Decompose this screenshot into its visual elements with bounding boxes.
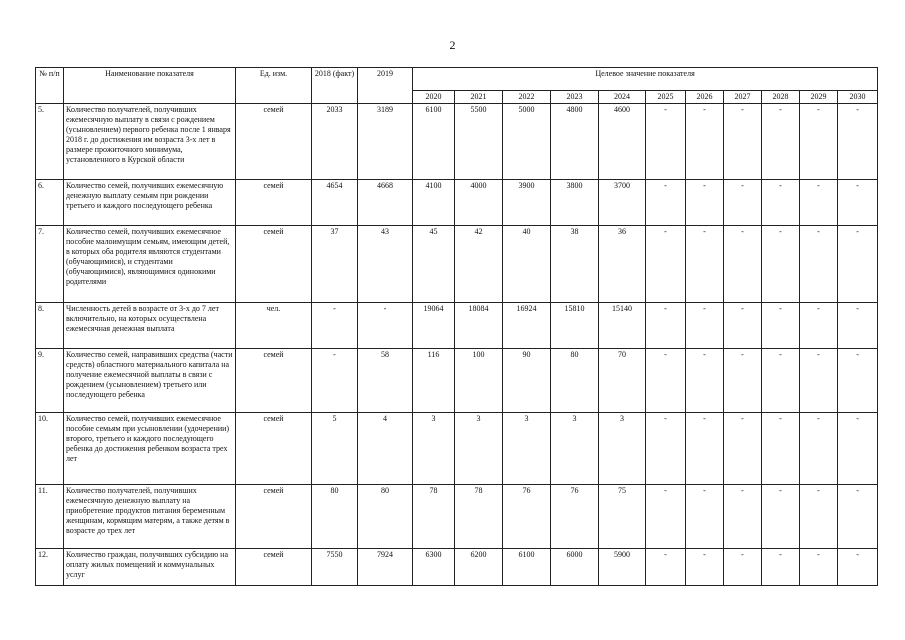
target-value: 5900 — [599, 549, 646, 586]
target-value: 18084 — [455, 303, 503, 349]
target-value: - — [838, 303, 878, 349]
table-row — [36, 485, 878, 549]
target-value: - — [724, 413, 762, 485]
target-value: - — [686, 104, 724, 180]
target-value: 5000 — [503, 104, 551, 180]
header-year-2028: 2028 — [762, 91, 800, 104]
target-value: - — [838, 226, 878, 303]
table-row — [36, 180, 878, 226]
value-2018: 5 — [312, 413, 358, 485]
target-value: 90 — [503, 349, 551, 413]
target-value: 16924 — [503, 303, 551, 349]
table-row — [36, 104, 878, 180]
indicator-name: Количество семей, получивших ежемесячную денежную выплату семьям при рождении третьего и каждого последующего ребенка — [64, 180, 236, 226]
header-2019: 2019 — [358, 68, 413, 104]
table-row — [36, 413, 878, 485]
target-value: 76 — [551, 485, 599, 549]
target-value: 3900 — [503, 180, 551, 226]
target-value: 45 — [413, 226, 455, 303]
target-value: - — [800, 104, 838, 180]
target-value: - — [686, 485, 724, 549]
header-year-2030: 2030 — [838, 91, 878, 104]
target-value: - — [646, 180, 686, 226]
value-2019: 4668 — [358, 180, 413, 226]
target-value: 75 — [599, 485, 646, 549]
target-value: - — [646, 413, 686, 485]
target-value: 6100 — [413, 104, 455, 180]
target-value: 3 — [551, 413, 599, 485]
target-value: - — [724, 303, 762, 349]
target-value: - — [686, 413, 724, 485]
row-number: 11. — [36, 485, 64, 549]
target-value: - — [838, 349, 878, 413]
row-number: 8. — [36, 303, 64, 349]
indicators-table — [35, 67, 878, 586]
target-value: - — [762, 485, 800, 549]
target-value: - — [762, 303, 800, 349]
target-value: - — [800, 413, 838, 485]
header-year-2027: 2027 — [724, 91, 762, 104]
target-value: 76 — [503, 485, 551, 549]
indicator-name: Количество граждан, получивших субсидию на оплату жилых помещений и коммунальных услуг — [64, 549, 236, 586]
target-value: 5500 — [455, 104, 503, 180]
target-value: - — [646, 226, 686, 303]
header-year-2026: 2026 — [686, 91, 724, 104]
target-value: 3700 — [599, 180, 646, 226]
table-row — [36, 549, 878, 586]
target-value: - — [838, 413, 878, 485]
unit-cell: семей — [236, 549, 312, 586]
value-2018: 80 — [312, 485, 358, 549]
target-value: - — [724, 226, 762, 303]
target-value: - — [800, 180, 838, 226]
header-year-2025: 2025 — [646, 91, 686, 104]
target-value: - — [762, 226, 800, 303]
target-value: 36 — [599, 226, 646, 303]
target-value: 6000 — [551, 549, 599, 586]
target-value: 3 — [413, 413, 455, 485]
header-year-2020: 2020 — [413, 91, 455, 104]
target-value: 6200 — [455, 549, 503, 586]
value-2019: 4 — [358, 413, 413, 485]
target-value: - — [800, 226, 838, 303]
value-2018: 7550 — [312, 549, 358, 586]
target-value: - — [762, 180, 800, 226]
unit-cell: чел. — [236, 303, 312, 349]
header-2018: 2018 (факт) — [312, 68, 358, 104]
unit-cell: семей — [236, 104, 312, 180]
target-value: - — [646, 549, 686, 586]
value-2019: - — [358, 303, 413, 349]
target-value: - — [686, 549, 724, 586]
target-value: 42 — [455, 226, 503, 303]
header-unit: Ед. изм. — [236, 68, 312, 104]
header-year-2022: 2022 — [503, 91, 551, 104]
target-value: - — [686, 180, 724, 226]
value-2019: 7924 — [358, 549, 413, 586]
target-value: - — [686, 226, 724, 303]
target-value: 38 — [551, 226, 599, 303]
target-value: - — [838, 104, 878, 180]
target-value: 78 — [455, 485, 503, 549]
row-number: 5. — [36, 104, 64, 180]
unit-cell: семей — [236, 413, 312, 485]
table-row — [36, 349, 878, 413]
target-value: 100 — [455, 349, 503, 413]
target-value: 15140 — [599, 303, 646, 349]
value-2018: 2033 — [312, 104, 358, 180]
page-number: 2 — [449, 38, 456, 52]
target-value: 116 — [413, 349, 455, 413]
header-year-2024: 2024 — [599, 91, 646, 104]
target-value: 3 — [455, 413, 503, 485]
target-value: - — [838, 549, 878, 586]
target-value: 3 — [503, 413, 551, 485]
target-value: - — [800, 349, 838, 413]
row-number: 9. — [36, 349, 64, 413]
target-value: 40 — [503, 226, 551, 303]
target-value: 19064 — [413, 303, 455, 349]
value-2018: 37 — [312, 226, 358, 303]
target-value: - — [838, 485, 878, 549]
target-value: 6100 — [503, 549, 551, 586]
unit-cell: семей — [236, 349, 312, 413]
target-value: - — [724, 104, 762, 180]
value-2018: - — [312, 349, 358, 413]
row-number: 10. — [36, 413, 64, 485]
unit-cell: семей — [236, 485, 312, 549]
target-value: 80 — [551, 349, 599, 413]
target-value: - — [724, 549, 762, 586]
indicator-name: Количество семей, направивших средства (части средств) областного материального капитала на получение ежемесячной выплаты в связи с рождением (усыновлением) третьего или последующего ребенка — [64, 349, 236, 413]
target-value: - — [800, 303, 838, 349]
target-value: - — [762, 413, 800, 485]
target-value: - — [686, 349, 724, 413]
indicator-name: Количество получателей, получивших ежемесячную денежную выплату на приобретение продуктов питания беременным женщинам, кормящим матерям, а также детям в возрасте до трех лет — [64, 485, 236, 549]
indicator-name: Численность детей в возрасте от 3-х до 7 лет включительно, на которых осуществлена ежемесячная денежная выплата — [64, 303, 236, 349]
target-value: - — [762, 549, 800, 586]
target-value: - — [646, 104, 686, 180]
header-year-2021: 2021 — [455, 91, 503, 104]
target-value: - — [724, 349, 762, 413]
target-value: 6300 — [413, 549, 455, 586]
value-2019: 43 — [358, 226, 413, 303]
row-number: 7. — [36, 226, 64, 303]
unit-cell: семей — [236, 226, 312, 303]
target-value: 4000 — [455, 180, 503, 226]
target-value: - — [646, 485, 686, 549]
target-value: - — [646, 303, 686, 349]
value-2018: 4654 — [312, 180, 358, 226]
table-row — [36, 226, 878, 303]
header-year-2029: 2029 — [800, 91, 838, 104]
target-value: - — [800, 485, 838, 549]
target-value: 4100 — [413, 180, 455, 226]
target-value: 78 — [413, 485, 455, 549]
target-value: - — [838, 180, 878, 226]
target-value: - — [800, 549, 838, 586]
table-row — [36, 303, 878, 349]
value-2019: 3189 — [358, 104, 413, 180]
row-number: 12. — [36, 549, 64, 586]
target-value: 15810 — [551, 303, 599, 349]
header-name: Наименование показателя — [64, 68, 236, 104]
header-year-2023: 2023 — [551, 91, 599, 104]
target-value: 4600 — [599, 104, 646, 180]
target-value: 4800 — [551, 104, 599, 180]
unit-cell: семей — [236, 180, 312, 226]
target-value: - — [762, 104, 800, 180]
target-value: - — [762, 349, 800, 413]
row-number: 6. — [36, 180, 64, 226]
target-value: - — [724, 485, 762, 549]
target-value: - — [724, 180, 762, 226]
indicator-name: Количество получателей, получивших ежемесячную выплату в связи с рождением (усыновлением) первого ребенка после 1 января 2018 г. до достижения им возраста 3-х лет в размере прожиточного минимума, установленного в Курской области — [64, 104, 236, 180]
value-2018: - — [312, 303, 358, 349]
value-2019: 80 — [358, 485, 413, 549]
indicator-name: Количество семей, получивших ежемесячное пособие малоимущим семьям, имеющим детей, в которых оба родителя являются студентами (обучающимися), и студентами (обучающимися), являющимися одинокими родителями — [64, 226, 236, 303]
header-num: № п/п — [36, 68, 64, 104]
header-target: Целевое значение показателя — [413, 68, 878, 91]
target-value: 3 — [599, 413, 646, 485]
target-value: 3800 — [551, 180, 599, 226]
target-value: - — [686, 303, 724, 349]
value-2019: 58 — [358, 349, 413, 413]
indicator-name: Количество семей, получивших ежемесячное пособие семьям при усыновлении (удочерении) второго, третьего и каждого последующего ребенка до достижения ребенком возраста трех лет — [64, 413, 236, 485]
target-value: - — [646, 349, 686, 413]
target-value: 70 — [599, 349, 646, 413]
